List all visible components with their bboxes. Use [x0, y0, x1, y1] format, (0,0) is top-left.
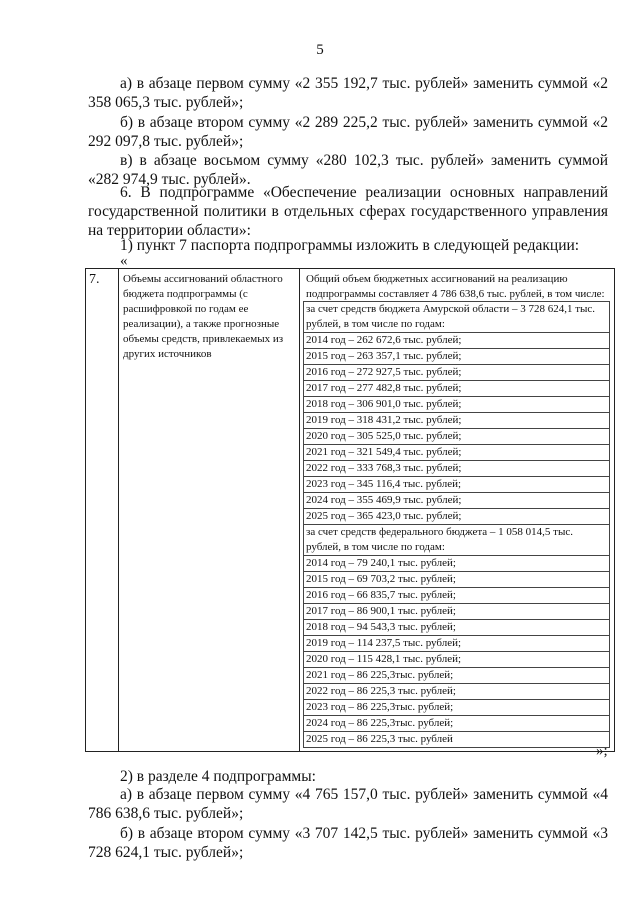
paragraph-a-first: [88, 74, 608, 112]
year-line: 2016 год – 272 927,5 тыс. рублей;: [303, 364, 610, 381]
year-line: 2021 год – 321 549,4 тыс. рублей;: [303, 444, 610, 461]
paragraph-text: 2) в разделе 4 подпрограммы:: [120, 768, 316, 785]
quote-open: «: [120, 253, 128, 269]
paragraph-text: б) в абзаце втором сумму «3 707 142,5 тыс. рублей» заменить суммой «3 728 624,1 тыс. рублей»;: [88, 825, 608, 861]
year-line: 2017 год – 86 900,1 тыс. рублей;: [303, 603, 610, 620]
paragraph-text: а) в абзаце первом сумму «4 765 157,0 тыс. рублей» заменить суммой «4 786 638,6 тыс. рублей»;: [88, 786, 608, 822]
year-line: 2025 год – 365 423,0 тыс. рублей;: [303, 508, 610, 525]
paragraph-text: в) в абзаце восьмом сумму «280 102,3 тыс. рублей» заменить суммой «282 974,9 тыс. рублей».: [88, 152, 608, 188]
year-line: 2014 год – 262 672,6 тыс. рублей;: [303, 332, 610, 349]
passport-table: [85, 268, 615, 752]
federal-header: за счет средств федерального бюджета – 1 058 014,5 тыс. рублей, в том числе по годам:: [303, 524, 610, 556]
year-line: 2022 год – 86 225,3 тыс. рублей;: [303, 683, 610, 700]
year-line: 2022 год – 333 768,3 тыс. рублей;: [303, 460, 610, 477]
year-line: 2015 год – 263 357,1 тыс. рублей;: [303, 348, 610, 365]
quote-close: »;: [596, 743, 608, 759]
year-line: 2023 год – 86 225,3тыс. рублей;: [303, 699, 610, 716]
year-line: 2021 год – 86 225,3тыс. рублей;: [303, 667, 610, 684]
paragraph-text: б) в абзаце втором сумму «2 289 225,2 тыс. рублей» заменить суммой «2 292 097,8 тыс. рублей»;: [88, 114, 608, 150]
paragraph-subprogram-6: [88, 183, 608, 240]
year-line: 2018 год – 94 543,3 тыс. рублей;: [303, 619, 610, 636]
row-number: 7.: [86, 269, 119, 752]
year-line: 2019 год – 114 237,5 тыс. рублей;: [303, 635, 610, 652]
funding-intro: Общий объем бюджетных ассигнований на реализацию подпрограммы составляет 4 786 638,6 тыс. рублей, в том числе:: [306, 273, 605, 300]
paragraph-text: 1) пункт 7 паспорта подпрограммы изложить в следующей редакции:: [120, 237, 580, 254]
year-line: 2014 год – 79 240,1 тыс. рублей;: [303, 555, 610, 572]
regional-years-list: [304, 332, 610, 525]
page-number: 5: [316, 42, 324, 58]
paragraph-section-4: [88, 767, 608, 786]
year-line: 2025 год – 86 225,3 тыс. рублей: [303, 731, 610, 748]
paragraph-text: 6. В подпрограмме «Обеспечение реализации основных направлений государственной политики в отдельных сферах государственного управления на территории области»:: [88, 184, 608, 239]
regional-header: за счет средств бюджета Амурской области – 3 728 624,1 тыс. рублей, в том числе по годам:: [303, 301, 610, 333]
year-line: 2024 год – 86 225,3тыс. рублей;: [303, 715, 610, 732]
year-line: 2023 год – 345 116,4 тыс. рублей;: [303, 476, 610, 493]
year-line: 2016 год – 66 835,7 тыс. рублей;: [303, 587, 610, 604]
paragraph-b-second-2: [88, 824, 608, 862]
year-line: 2019 год – 318 431,2 тыс. рублей;: [303, 412, 610, 429]
year-line: 2024 год – 355 469,9 тыс. рублей;: [303, 492, 610, 509]
paragraph-point-7: [88, 236, 608, 255]
year-line: 2020 год – 115 428,1 тыс. рублей;: [303, 651, 610, 668]
funding-content: [300, 269, 615, 752]
paragraph-a-first-2: [88, 785, 608, 823]
year-line: 2020 год – 305 525,0 тыс. рублей;: [303, 428, 610, 445]
year-line: 2017 год – 277 482,8 тыс. рублей;: [303, 380, 610, 397]
table-row: [86, 269, 615, 752]
year-line: 2018 год – 306 901,0 тыс. рублей;: [303, 396, 610, 413]
paragraph-text: а) в абзаце первом сумму «2 355 192,7 тыс. рублей» заменить суммой «2 358 065,3 тыс. рублей»;: [88, 75, 608, 111]
paragraph-b-second: [88, 113, 608, 151]
row-label: Объемы ассигнований областного бюджета подпрограммы (с расшифровкой по годам ее реализации), а также прогнозные объемы средств, привлекаемых из других источников: [119, 269, 300, 752]
federal-years-list: [304, 555, 610, 748]
year-line: 2015 год – 69 703,2 тыс. рублей;: [303, 571, 610, 588]
